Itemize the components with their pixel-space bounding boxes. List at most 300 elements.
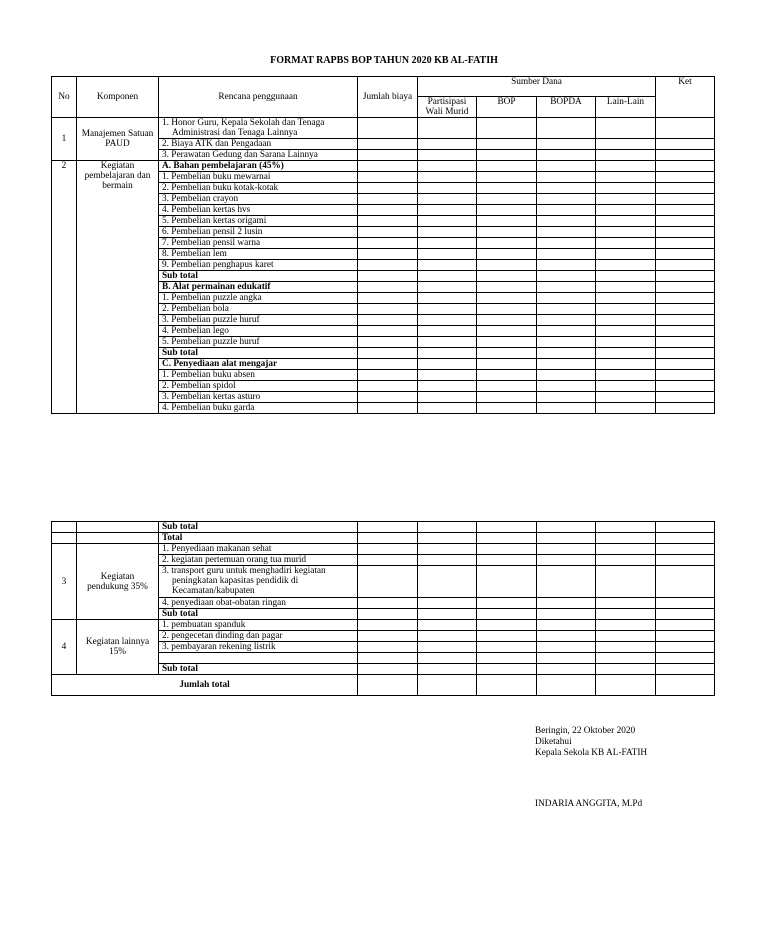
signature-role: Kepala Sekola KB AL-FATIH [535,748,648,758]
rencana-cell: 4. Pembelian kertas hvs [159,205,358,216]
rencana-cell: 3. transport guru untuk menghadiri kegiatan peningkatan kapasitas pendidik di Kecamatan/kabupaten [159,566,358,598]
ket-cell [656,675,715,696]
jumlah-cell [358,533,418,544]
bopda-cell [537,205,596,216]
header-rencana: Rencana penggunaan [159,77,358,118]
bopda-cell [537,620,596,631]
rencana-cell: 1. Honor Guru, Kepala Sekolah dan Tenaga Administrasi dan Tenaga Lainnya [159,118,358,139]
rencana-cell: 2. Pembelian bola [159,304,358,315]
ket-cell [656,260,715,271]
ket-cell [656,337,715,348]
bop-cell [477,118,537,139]
ket-cell [656,381,715,392]
lain-cell [596,544,656,555]
jumlah-cell [358,337,418,348]
jumlah-cell [358,359,418,370]
row-no: 1 [52,118,77,161]
bop-cell [477,370,537,381]
bop-cell [477,555,537,566]
ket-cell [656,216,715,227]
bop-cell [477,381,537,392]
rencana-cell: 8. Pembelian lem [159,249,358,260]
jumlah-cell [358,183,418,194]
bopda-cell [537,555,596,566]
bop-cell [477,392,537,403]
bop-cell [477,194,537,205]
partisipasi-cell [418,664,477,675]
bopda-cell [537,664,596,675]
jumlah-cell [358,205,418,216]
lain-cell [596,642,656,653]
ket-cell [656,653,715,664]
ket-cell [656,249,715,260]
jumlah-cell [358,150,418,161]
jumlah-cell [358,194,418,205]
bop-cell [477,522,537,533]
jumlah-cell [358,315,418,326]
bop-cell [477,304,537,315]
bopda-cell [537,359,596,370]
bopda-cell [537,216,596,227]
jumlah-cell [358,260,418,271]
ket-cell [656,293,715,304]
jumlah-cell [358,161,418,172]
partisipasi-cell [418,118,477,139]
bop-cell [477,609,537,620]
lain-cell [596,370,656,381]
partisipasi-cell [418,620,477,631]
bop-cell [477,675,537,696]
row-komponen: Manajemen Satuan PAUD [77,118,159,161]
partisipasi-cell [418,522,477,533]
rapbs-table-page-1 [51,76,715,414]
jumlah-cell [358,566,418,598]
partisipasi-cell [418,194,477,205]
rencana-cell: 2. Pembelian buku kotak-kotak [159,183,358,194]
partisipasi-cell [418,653,477,664]
jumlah-cell [358,249,418,260]
signature-name: INDARIA ANGGITA, M.Pd [535,799,643,809]
rencana-cell: 6. Pembelian pensil 2 lusin [159,227,358,238]
lain-cell [596,522,656,533]
rencana-cell: 4. Pembelian lego [159,326,358,337]
partisipasi-cell [418,642,477,653]
jumlah-total-label: Jumlah total [52,675,358,696]
rencana-cell: Sub total [159,348,358,359]
ket-cell [656,403,715,414]
lain-cell [596,348,656,359]
partisipasi-cell [418,598,477,609]
lain-cell [596,183,656,194]
bop-cell [477,282,537,293]
partisipasi-cell [418,304,477,315]
jumlah-cell [358,304,418,315]
lain-cell [596,118,656,139]
partisipasi-cell [418,359,477,370]
bop-cell [477,348,537,359]
bop-cell [477,183,537,194]
bopda-cell [537,533,596,544]
lain-cell [596,403,656,414]
bop-cell [477,227,537,238]
bop-cell [477,205,537,216]
bopda-cell [537,653,596,664]
rencana-cell: 3. Pembelian crayon [159,194,358,205]
jumlah-cell [358,293,418,304]
jumlah-cell [358,631,418,642]
row-komponen: Kegiatan pembelajaran dan bermain [77,161,159,414]
ket-cell [656,555,715,566]
rencana-cell: 4. penyediaan obat-obatan ringan [159,598,358,609]
ket-cell [656,282,715,293]
subtotal-label: Sub total [159,522,358,533]
partisipasi-cell [418,139,477,150]
partisipasi-cell [418,172,477,183]
bopda-cell [537,675,596,696]
partisipasi-cell [418,205,477,216]
ket-cell [656,598,715,609]
lain-cell [596,205,656,216]
lain-cell [596,664,656,675]
partisipasi-cell [418,544,477,555]
rencana-cell: 5. Pembelian kertas origami [159,216,358,227]
jumlah-cell [358,370,418,381]
partisipasi-cell [418,609,477,620]
bopda-cell [537,271,596,282]
jumlah-cell [358,653,418,664]
partisipasi-cell [418,315,477,326]
lain-cell [596,631,656,642]
partisipasi-cell [418,348,477,359]
lain-cell [596,216,656,227]
bopda-cell [537,348,596,359]
lain-cell [596,620,656,631]
bopda-cell [537,139,596,150]
ket-cell [656,566,715,598]
rencana-cell: Sub total [159,271,358,282]
bop-cell [477,139,537,150]
lain-cell [596,653,656,664]
partisipasi-cell [418,216,477,227]
bopda-cell [537,194,596,205]
partisipasi-cell [418,249,477,260]
jumlah-cell [358,609,418,620]
bop-cell [477,631,537,642]
jumlah-cell [358,598,418,609]
rencana-cell: 1. Pembelian buku mewarnai [159,172,358,183]
partisipasi-cell [418,555,477,566]
bop-cell [477,161,537,172]
jumlah-cell [358,620,418,631]
jumlah-cell [358,348,418,359]
lain-cell [596,392,656,403]
rencana-cell: 2. Biaya ATK dan Pengadaan [159,139,358,150]
bopda-cell [537,150,596,161]
lain-cell [596,304,656,315]
bopda-cell [537,282,596,293]
lain-cell [596,238,656,249]
partisipasi-cell [418,150,477,161]
ket-cell [656,533,715,544]
rencana-cell: 2. kegiatan pertemuan orang tua murid [159,555,358,566]
partisipasi-cell [418,238,477,249]
bop-cell [477,653,537,664]
signature-place-date: Beringin, 22 Oktober 2020 [535,726,636,736]
partisipasi-cell [418,392,477,403]
ket-cell [656,544,715,555]
bopda-cell [537,249,596,260]
bop-cell [477,216,537,227]
bop-cell [477,249,537,260]
bopda-cell [537,598,596,609]
jumlah-cell [358,139,418,150]
bopda-cell [537,544,596,555]
lain-cell [596,194,656,205]
ket-cell [656,620,715,631]
rencana-cell: 4. Pembelian buku garda [159,403,358,414]
bopda-cell [537,315,596,326]
jumlah-cell [358,326,418,337]
ket-cell [656,304,715,315]
partisipasi-cell [418,631,477,642]
signature-acknowledged: Diketahui [535,737,572,747]
rencana-cell: C. Penyediaan alat mengajar [159,359,358,370]
rencana-cell: 1. Pembelian buku absen [159,370,358,381]
partisipasi-cell [418,403,477,414]
header-bop: BOP [477,97,537,118]
row-no [52,522,77,533]
bop-cell [477,620,537,631]
ket-cell [656,205,715,216]
ket-cell [656,227,715,238]
jumlah-cell [358,642,418,653]
lain-cell [596,172,656,183]
ket-cell [656,150,715,161]
bopda-cell [537,522,596,533]
jumlah-cell [358,282,418,293]
row-no: 2 [52,161,77,414]
bop-cell [477,315,537,326]
jumlah-cell [358,403,418,414]
partisipasi-cell [418,326,477,337]
lain-cell [596,293,656,304]
lain-cell [596,161,656,172]
bop-cell [477,260,537,271]
rapbs-table-page-2 [51,521,715,696]
bop-cell [477,533,537,544]
rencana-cell: 3. Pembelian puzzle huruf [159,315,358,326]
rencana-cell [159,653,358,664]
subtotal-label: Sub total [159,609,358,620]
rencana-cell: 2. Pembelian spidol [159,381,358,392]
bopda-cell [537,238,596,249]
header-sumber-dana: Sumber Dana [418,77,656,97]
ket-cell [656,194,715,205]
row-no [52,533,77,544]
row-no: 3 [52,544,77,620]
partisipasi-cell [418,675,477,696]
partisipasi-cell [418,337,477,348]
partisipasi-cell [418,370,477,381]
document-title: FORMAT RAPBS BOP TAHUN 2020 KB AL-FATIH [270,55,498,66]
bopda-cell [537,337,596,348]
rencana-cell: 3. pembayaran rekening listrik [159,642,358,653]
bop-cell [477,238,537,249]
bop-cell [477,544,537,555]
bopda-cell [537,566,596,598]
subtotal-label: Sub total [159,664,358,675]
header-komponen: Komponen [77,77,159,118]
ket-cell [656,359,715,370]
bop-cell [477,172,537,183]
bopda-cell [537,118,596,139]
bop-cell [477,337,537,348]
signature-block [535,726,647,759]
partisipasi-cell [418,271,477,282]
bopda-cell [537,609,596,620]
rencana-cell: 1. Pembelian puzzle angka [159,293,358,304]
total-label: Total [159,533,358,544]
jumlah-cell [358,227,418,238]
bop-cell [477,326,537,337]
bopda-cell [537,304,596,315]
partisipasi-cell [418,161,477,172]
bopda-cell [537,392,596,403]
bopda-cell [537,326,596,337]
lain-cell [596,555,656,566]
bop-cell [477,403,537,414]
ket-cell [656,271,715,282]
header-no: No [52,77,77,118]
rencana-cell: 9. Pembelian penghapus karet [159,260,358,271]
ket-cell [656,315,715,326]
rencana-cell: 2. pengecetan dinding dan pagar [159,631,358,642]
rencana-cell: B. Alat permainan edukatif [159,282,358,293]
bopda-cell [537,403,596,414]
partisipasi-cell [418,381,477,392]
lain-cell [596,566,656,598]
ket-cell [656,348,715,359]
partisipasi-cell [418,260,477,271]
ket-cell [656,139,715,150]
bop-cell [477,566,537,598]
table-row [52,161,715,172]
bopda-cell [537,370,596,381]
row-no: 4 [52,620,77,675]
lain-cell [596,326,656,337]
ket-cell [656,370,715,381]
jumlah-cell [358,544,418,555]
ket-cell [656,326,715,337]
lain-cell [596,315,656,326]
lain-cell [596,381,656,392]
jumlah-cell [358,216,418,227]
jumlah-cell [358,675,418,696]
bop-cell [477,664,537,675]
jumlah-cell [358,664,418,675]
row-komponen [77,533,159,544]
rencana-cell: 3. Perawatan Gedung dan Sarana Lainnya [159,150,358,161]
lain-cell [596,533,656,544]
lain-cell [596,249,656,260]
bop-cell [477,359,537,370]
jumlah-cell [358,238,418,249]
ket-cell [656,642,715,653]
bop-cell [477,150,537,161]
partisipasi-cell [418,533,477,544]
row-komponen [77,522,159,533]
lain-cell [596,598,656,609]
rencana-cell: 1. pembuatan spanduk [159,620,358,631]
partisipasi-cell [418,183,477,194]
lain-cell [596,271,656,282]
jumlah-cell [358,555,418,566]
header-partisipasi: Partisipasi Wali Murid [418,97,477,118]
ket-cell [656,664,715,675]
lain-cell [596,337,656,348]
rencana-cell: 3. Pembelian kertas asturo [159,392,358,403]
header-bopda: BOPDA [537,97,596,118]
partisipasi-cell [418,282,477,293]
jumlah-cell [358,172,418,183]
header-lain-lain: Lain-Lain [596,97,656,118]
header-ket: Ket [656,77,715,118]
lain-cell [596,139,656,150]
lain-cell [596,260,656,271]
ket-cell [656,118,715,139]
partisipasi-cell [418,227,477,238]
bopda-cell [537,642,596,653]
ket-cell [656,172,715,183]
lain-cell [596,609,656,620]
bop-cell [477,271,537,282]
jumlah-cell [358,381,418,392]
ket-cell [656,238,715,249]
lain-cell [596,675,656,696]
bopda-cell [537,183,596,194]
bopda-cell [537,293,596,304]
lain-cell [596,359,656,370]
lain-cell [596,227,656,238]
ket-cell [656,609,715,620]
jumlah-cell [358,392,418,403]
bopda-cell [537,227,596,238]
bopda-cell [537,631,596,642]
row-komponen: Kegiatan lainnya 15% [77,620,159,675]
partisipasi-cell [418,566,477,598]
ket-cell [656,392,715,403]
ket-cell [656,183,715,194]
bopda-cell [537,172,596,183]
bopda-cell [537,161,596,172]
rencana-cell: A. Bahan pembelajaran (45%) [159,161,358,172]
jumlah-cell [358,271,418,282]
rencana-cell: 5. Pembelian puzzle huruf [159,337,358,348]
jumlah-cell [358,118,418,139]
partisipasi-cell [418,293,477,304]
bop-cell [477,598,537,609]
rencana-cell: 1. Penyediaan makanan sehat [159,544,358,555]
ket-cell [656,631,715,642]
bop-cell [477,642,537,653]
bopda-cell [537,260,596,271]
rencana-cell: 7. Pembelian pensil warna [159,238,358,249]
header-jumlah-biaya: Jumlah biaya [358,77,418,118]
lain-cell [596,282,656,293]
bopda-cell [537,381,596,392]
bop-cell [477,293,537,304]
ket-cell [656,161,715,172]
